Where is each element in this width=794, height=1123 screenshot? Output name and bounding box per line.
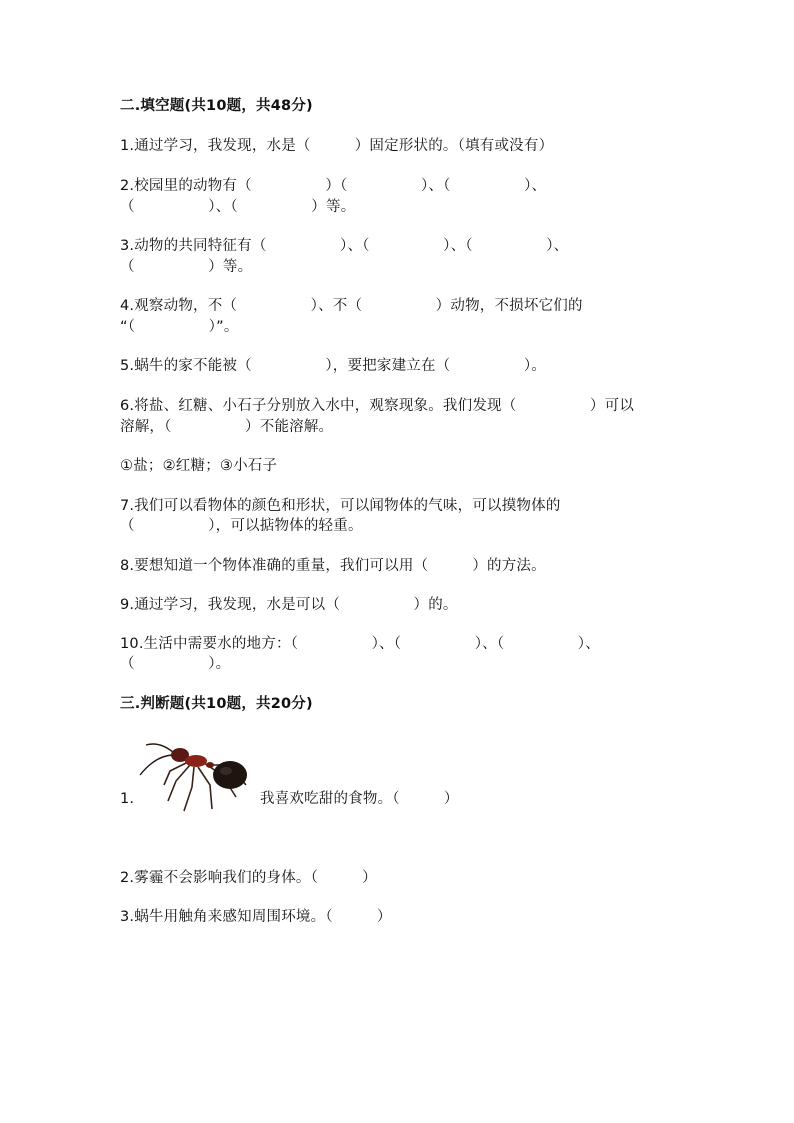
judge-question-3: 3.蜗牛用触角来感知周围环境。（ ）: [120, 909, 392, 925]
question-2-line-2: （ ）、（ ）等。: [120, 199, 356, 215]
section-2-title: 二.填空题(共10题，共48分): [120, 98, 313, 114]
question-4-line-1: 4.观察动物，不（ ）、不（ ）动物，不损坏它们的: [120, 298, 583, 314]
judge-question-1-text: 我喜欢吃甜的食物。（ ）: [260, 791, 459, 807]
question-3-line-1: 3.动物的共同特征有（ ）、（ ）、（ ）、: [120, 238, 569, 254]
question-7-line-2: （ ），可以掂物体的轻重。: [120, 518, 363, 534]
question-6-line-1: 6.将盐、红糖、小石子分别放入水中，观察现象。我们发现（ ）可以: [120, 398, 635, 414]
question-9: 9.通过学习，我发现，水是可以（ ）的。: [120, 597, 458, 613]
ant-icon: [134, 735, 260, 827]
question-10-line-1: 10.生活中需要水的地方：（ ）、（ ）、（ ）、: [120, 636, 600, 652]
question-2-line-1: 2.校园里的动物有（ ）（ ）、（ ）、: [120, 178, 547, 194]
question-7-line-1: 7.我们可以看物体的颜色和形状，可以闻物体的气味，可以摸物体的: [120, 498, 561, 514]
question-4-line-2: “（ ）”。: [120, 319, 239, 335]
question-3-line-2: （ ）等。: [120, 259, 253, 275]
judge-question-2: 2.雾霾不会影响我们的身体。（ ）: [120, 870, 377, 886]
ant-image: [134, 735, 260, 827]
question-1: 1.通过学习，我发现，水是（ ）固定形状的。（填有或没有）: [120, 138, 554, 154]
question-6-options: ①盐；②红糖；③小石子: [120, 458, 278, 474]
section-3-title: 三.判断题(共10题，共20分): [120, 696, 313, 712]
question-10-line-2: （ ）。: [120, 656, 231, 672]
judge-question-1-number: 1.: [120, 791, 135, 807]
question-5: 5.蜗牛的家不能被（ ），要把家建立在（ ）。: [120, 358, 547, 374]
question-8: 8.要想知道一个物体准确的重量，我们可以用（ ）的方法。: [120, 558, 546, 574]
question-6-line-2: 溶解，（ ）不能溶解。: [120, 419, 334, 435]
